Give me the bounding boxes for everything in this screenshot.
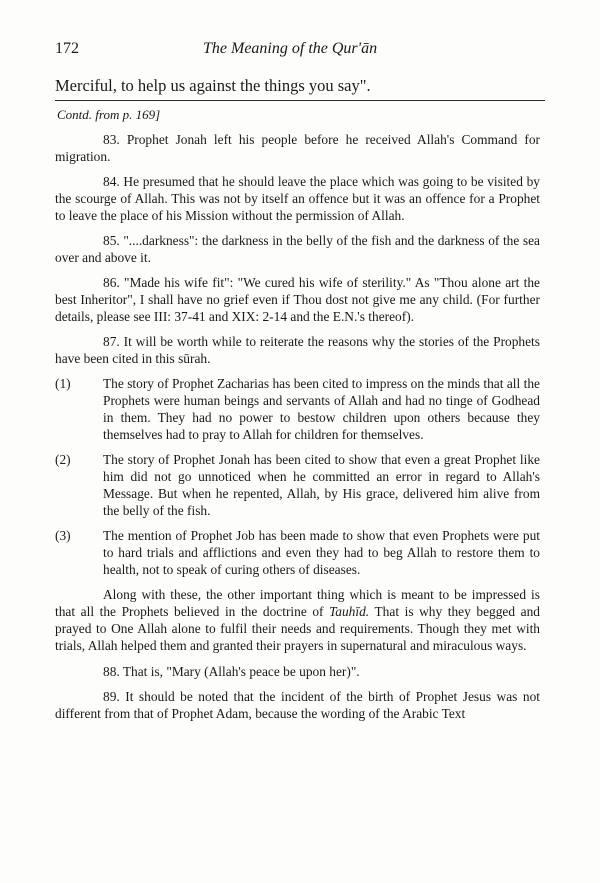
continued-label: Contd. from p. 169] bbox=[57, 107, 161, 122]
list-item-number: (2) bbox=[55, 452, 71, 467]
horizontal-rule bbox=[55, 100, 545, 101]
closing-paragraph bbox=[55, 586, 540, 654]
note-83: 83. Prophet Jonah left his people before he received Allah's Command for migration. bbox=[55, 132, 540, 164]
list-item-text: The story of Prophet Zacharias has been cited to impress on the minds that all the Prophets were human beings and servants of Allah and had no tinge of Godhead in them. They had no power to bestow children upon others because they themselves had to pray to Allah for children for themselves. bbox=[103, 376, 540, 442]
list-item bbox=[55, 527, 540, 578]
list-item-number: (1) bbox=[55, 376, 71, 391]
page-number: 172 bbox=[55, 40, 79, 57]
page-header bbox=[55, 40, 545, 62]
closing-text-end: That is why they begged and prayed to One Allah alone to fulfil their needs and requirements. Though they met with trials, Allah helped them and granted their prayers in supernatural and miraculous ways. bbox=[55, 604, 540, 653]
note-84: 84. He presumed that he should leave the place which was going to be visited by the scourge of Allah. This was not by itself an offence but it was an offence for a Prophet to leave the place of his Mission without the permission of Allah. bbox=[55, 174, 540, 223]
list-item bbox=[55, 451, 540, 519]
list-item-text: The story of Prophet Jonah has been cited to show that even a great Prophet like him did not go unnoticed when he committed an error in regard to Allah's Message. But when he repented, Allah, by His grace, delivered him alive from the belly of the fish. bbox=[103, 452, 540, 518]
list-item-number: (3) bbox=[55, 528, 71, 543]
note-87: 87. It will be worth while to reiterate the reasons why the stories of the Prophets have been cited in this sūrah. bbox=[55, 334, 540, 366]
running-title: The Meaning of the Qur'ān bbox=[203, 40, 378, 57]
list-item bbox=[55, 375, 540, 443]
note-86: 86. "Made his wife fit": "We cured his wife of sterility." As "Thou alone art the best Inheritor", I shall have no grief even if Thou dost not give me any child. (For further details, please see III: 37-41 and XIX: 2-14 and the E.N.'s thereof). bbox=[55, 275, 540, 324]
note-85: 85. "....darkness": the darkness in the belly of the fish and the darkness of the sea over and above it. bbox=[55, 233, 540, 265]
carryover-line: Merciful, to help us against the things you say". bbox=[55, 76, 371, 95]
closing-text-start: Along with these, the other important thing which is meant to be impressed is that all the Prophets believed in the doctrine of bbox=[55, 587, 540, 619]
note-89: 89. It should be noted that the incident of the birth of Prophet Jesus was not different from that of Prophet Adam, because the wording of the Arabic Text bbox=[55, 689, 540, 721]
notes-body bbox=[55, 131, 540, 730]
note-88: 88. That is, "Mary (Allah's peace be upon her)". bbox=[103, 664, 360, 679]
list-item-text: The mention of Prophet Job has been made to show that even Prophets were put to hard trials and afflictions and even they had to beg Allah to restore them to health, not to speak of curing others of diseases. bbox=[103, 528, 540, 577]
tauhid-term: Tauhīd. bbox=[329, 604, 370, 619]
